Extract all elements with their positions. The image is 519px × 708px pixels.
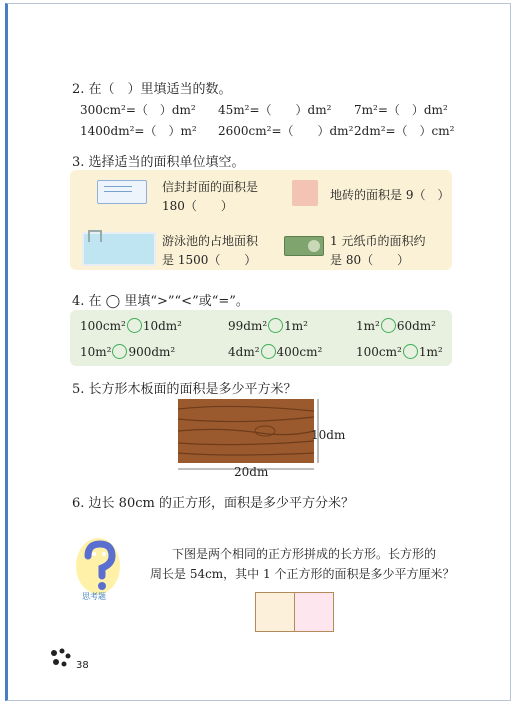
footprint-logo-icon: [48, 647, 74, 669]
floor-tile-image: [292, 180, 318, 206]
q3-item1-line2: 180（ ）: [162, 199, 233, 213]
q2-r1-c1: 300cm²=（ ）dm²: [80, 103, 196, 117]
q3-item2-line1: 地砖的面积是 9（ ）: [330, 188, 450, 202]
compare-circle[interactable]: [261, 344, 276, 359]
q3-item3-line1: 游泳池的占地面积: [162, 234, 259, 248]
q2-r2-c1: 1400dm²=（ ）m²: [80, 124, 197, 138]
q4-r2-c2: 4dm² 400cm²: [228, 345, 323, 359]
think-text-line2: 周长是 54cm，其中 1 个正方形的面积是多少平方厘米？: [150, 567, 455, 581]
q3-title: 3. 选择适当的面积单位填空。: [72, 155, 245, 170]
q2-r2-c2: 2600cm²=（ ）dm²: [218, 124, 354, 138]
page-number: 38: [76, 660, 89, 671]
compare-circle[interactable]: [403, 344, 418, 359]
q4-r2-c3: 100cm² 1m²: [356, 345, 443, 359]
think-text-line1: 下图是两个相同的正方形拼成的长方形。长方形的: [172, 547, 437, 561]
width-label: 20dm: [234, 465, 269, 479]
q2-r2-c3: 2dm²=（ ）cm²: [354, 124, 455, 138]
q3-item3-line2: 是 1500（ ）: [162, 253, 257, 267]
q4-r1-c1: 100cm² 10dm²: [80, 319, 182, 333]
q4-r2-c1: 10m² 900dm²: [80, 345, 176, 359]
q4-r1-c3: 1m² 60dm²: [356, 319, 436, 333]
q2-title: 2. 在（ ）里填适当的数。: [72, 82, 232, 97]
q3-item1-line1: 信封封面的面积是: [162, 180, 259, 194]
q2-r1-c3: 7m²=（ ）dm²: [354, 103, 448, 117]
q4-r1-c2: 99dm² 1m²: [228, 319, 308, 333]
envelope-image: [97, 180, 147, 204]
compare-circle[interactable]: [127, 318, 142, 333]
swimming-pool-image: [82, 232, 156, 266]
height-label: 10dm: [311, 428, 346, 442]
q6-title: 6. 边长 80cm 的正方形，面积是多少平方分米？: [72, 496, 354, 511]
think-badge: 思考题: [82, 592, 106, 601]
compare-circle[interactable]: [112, 344, 127, 359]
q4-title: 4. 在 ◯ 里填“>”“<”或“=”。: [72, 294, 249, 309]
compare-circle[interactable]: [268, 318, 283, 333]
q5-title: 5. 长方形木板面的面积是多少平方米？: [72, 382, 297, 397]
q3-item4-line2: 是 80（ ）: [330, 253, 410, 267]
banknote-image: [284, 236, 324, 256]
square-left: [255, 592, 295, 632]
compare-circle[interactable]: [381, 318, 396, 333]
q2-r1-c2: 45m²=（ ）dm²: [218, 103, 332, 117]
square-right: [294, 592, 334, 632]
q3-item4-line1: 1 元纸币的面积约: [330, 234, 426, 248]
